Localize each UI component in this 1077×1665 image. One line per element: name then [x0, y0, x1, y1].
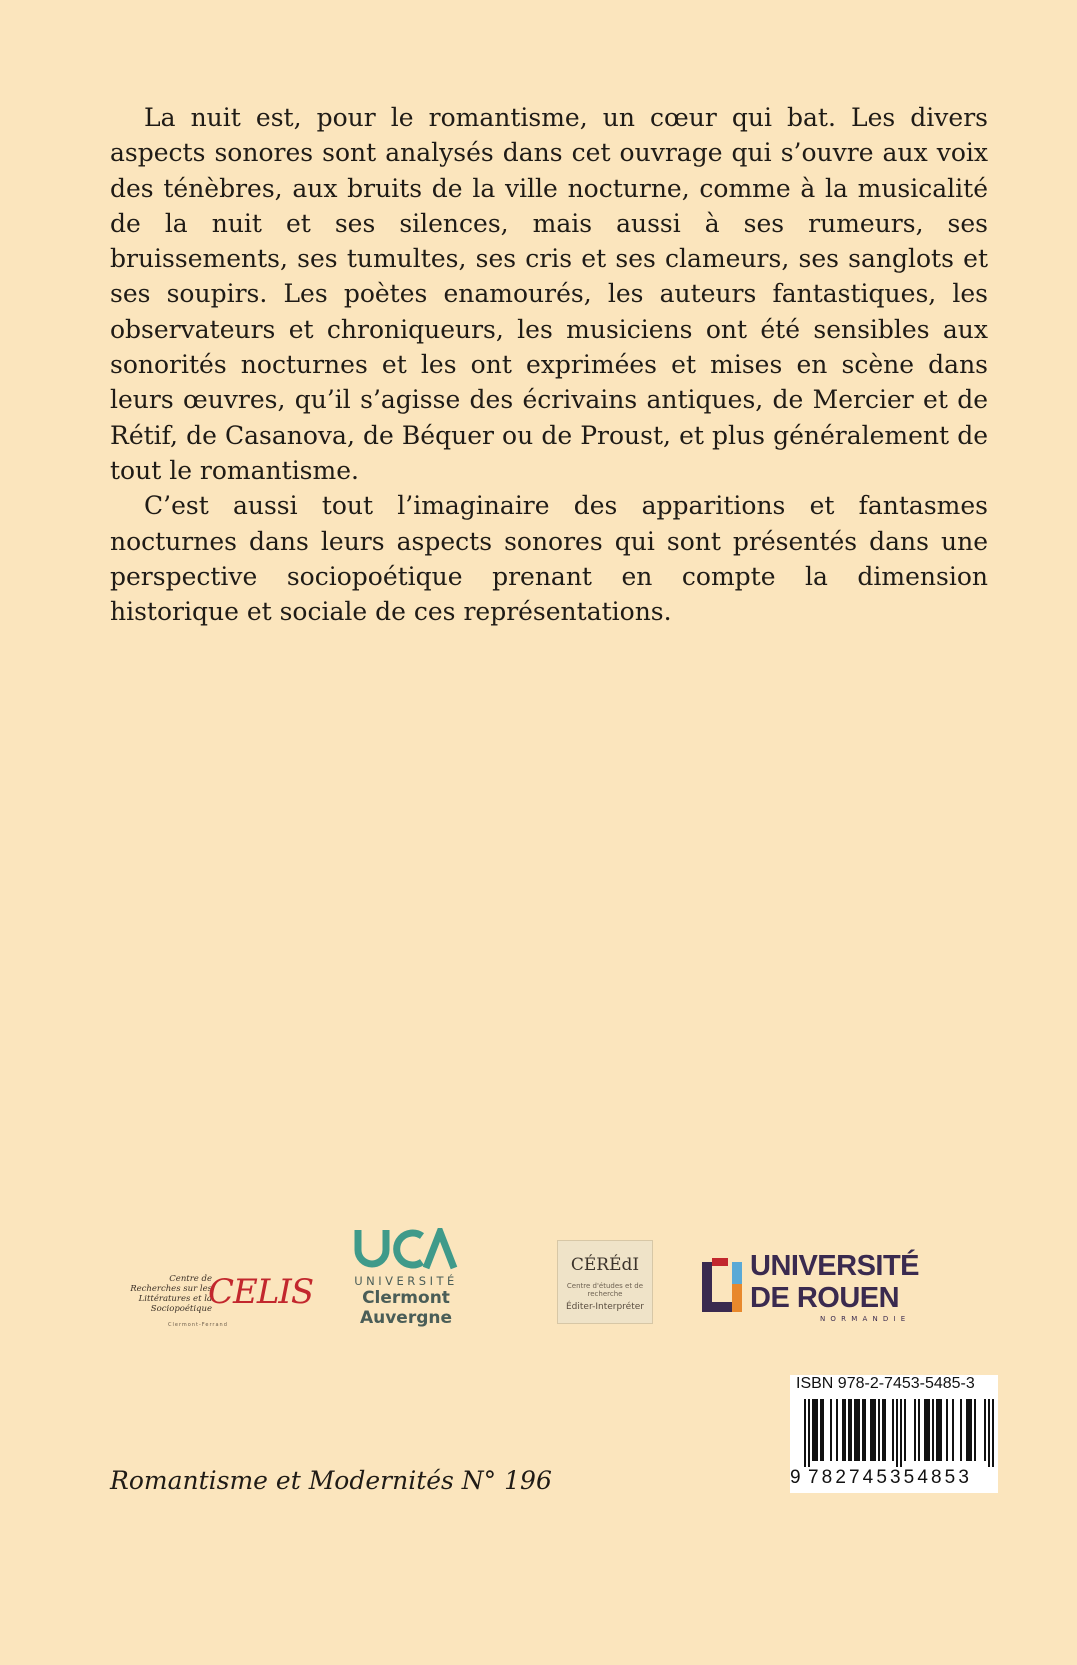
- barcode-bar: [856, 1399, 858, 1461]
- uca-line-1: UNIVERSITÉ: [354, 1274, 458, 1288]
- barcode-bar: [878, 1399, 880, 1461]
- barcode-bar: [884, 1399, 886, 1461]
- series-title: Romantisme et Modernités N° 196: [110, 1466, 552, 1495]
- barcode-bar: [946, 1399, 948, 1461]
- barcode-bar: [882, 1399, 884, 1461]
- ceredi-title: CÉRÉdI: [570, 1255, 640, 1275]
- barcode-bar: [988, 1399, 990, 1467]
- barcode-bar: [892, 1399, 894, 1461]
- barcode-bar: [984, 1399, 986, 1461]
- uca-line-3: Auvergne: [359, 1308, 453, 1328]
- barcode-bar: [842, 1399, 844, 1461]
- rouen-line-2: DE ROUEN: [750, 1282, 900, 1314]
- barcode-bar: [814, 1399, 816, 1461]
- barcode-bar: [932, 1399, 934, 1461]
- barcode-bar: [872, 1399, 874, 1461]
- barcode-bar: [850, 1399, 852, 1461]
- barcode-bar: [938, 1399, 940, 1461]
- barcode-bar: [914, 1399, 916, 1461]
- barcode-bar: [952, 1399, 954, 1461]
- rouen-u-mark-icon: [702, 1252, 748, 1320]
- barcode-bar: [822, 1399, 824, 1461]
- universite-rouen-logo: [702, 1250, 920, 1323]
- celis-tagline: Clermont-Ferrand: [168, 1322, 228, 1328]
- barcode-bar: [924, 1399, 926, 1461]
- barcode-bar: [870, 1399, 872, 1461]
- barcode-bar: [940, 1399, 942, 1461]
- isbn-barcode-block: [790, 1375, 998, 1493]
- barcode-bar: [862, 1399, 864, 1461]
- barcode-bar: [830, 1399, 832, 1461]
- uca-line-2: Clermont: [362, 1288, 450, 1308]
- barcode-bar: [926, 1399, 928, 1461]
- barcode-bar: [966, 1399, 968, 1461]
- barcode-bar: [900, 1399, 902, 1467]
- barcode-bar: [808, 1399, 810, 1467]
- ceredi-logo: [557, 1240, 653, 1324]
- barcode-bar: [844, 1399, 846, 1461]
- celis-wordmark: CELIS: [208, 1272, 314, 1312]
- barcode-bar: [820, 1399, 822, 1461]
- partner-logos: [0, 1220, 1077, 1340]
- barcode-bar: [812, 1399, 814, 1461]
- barcode-bar: [970, 1399, 972, 1461]
- barcode-bar: [858, 1399, 860, 1461]
- barcode-bar: [936, 1399, 938, 1461]
- celis-logo: [122, 1270, 314, 1334]
- barcode-bar: [896, 1399, 898, 1467]
- barcode-bar: [968, 1399, 970, 1461]
- ceredi-motto: Éditer-Interpréter: [566, 1302, 644, 1312]
- barcode-bar: [804, 1399, 806, 1467]
- barcode-bar: [928, 1399, 930, 1461]
- back-cover-blurb: [110, 100, 988, 629]
- uca-mark-icon: [354, 1228, 458, 1270]
- rouen-line-3: NORMANDIE: [820, 1315, 911, 1323]
- barcode-bar: [904, 1399, 906, 1461]
- barcode-icon: [790, 1399, 998, 1467]
- barcode-bar: [960, 1399, 962, 1461]
- blurb-paragraph-2: C’est aussi tout l’imaginaire des apparitions et fantasmes nocturnes dans leurs aspects sonores qui sont présentés dans une perspective sociopoétique prenant en compte la dimension historique et sociale de ces représentations.: [110, 491, 988, 627]
- celis-small-text: Centre de Recherches sur les Littératures et la Sociopoétique: [130, 1274, 212, 1314]
- barcode-bar: [918, 1399, 920, 1461]
- isbn-digit-first: 9: [790, 1467, 801, 1488]
- ceredi-subtitle: Centre d'études et de recherche: [566, 1282, 644, 1298]
- barcode-bar: [848, 1399, 850, 1461]
- barcode-bar: [974, 1399, 976, 1461]
- uca-logo: [350, 1228, 462, 1340]
- barcode-bar: [816, 1399, 818, 1461]
- barcode-bar: [992, 1399, 994, 1467]
- barcode-bar: [864, 1399, 866, 1461]
- rouen-line-1: UNIVERSITÉ: [750, 1250, 920, 1282]
- isbn-digits-rest: 782745354853: [808, 1467, 973, 1488]
- barcode-bar: [854, 1399, 856, 1461]
- blurb-paragraph-1: La nuit est, pour le romantisme, un cœur qui bat. Les divers aspects sonores sont analysés dans cet ouvrage qui s’ouvre aux voix des ténèbres, aux bruits de la ville nocturne, comme à la musicalité de la nuit et ses silences, mais aussi à ses rumeurs, ses bruissements, ses tumultes, ses cris et ses clameurs, ses sanglots et ses soupirs. Les poètes enamourés, les auteurs fantastiques, les observateurs et chroniqueurs, les musiciens ont été sensibles aux sonorités nocturnes et les ont exprimées et mises en scène dans leurs œuvres, qu’il s’agisse des écrivains antiques, de Mercier et de Rétif, de Casanova, de Béquer ou de Proust, et plus généralement de tout le romantisme.: [110, 103, 988, 485]
- barcode-bar: [874, 1399, 876, 1461]
- isbn-label: ISBN 978-2-7453-5485-3: [796, 1375, 975, 1392]
- barcode-bar: [836, 1399, 838, 1461]
